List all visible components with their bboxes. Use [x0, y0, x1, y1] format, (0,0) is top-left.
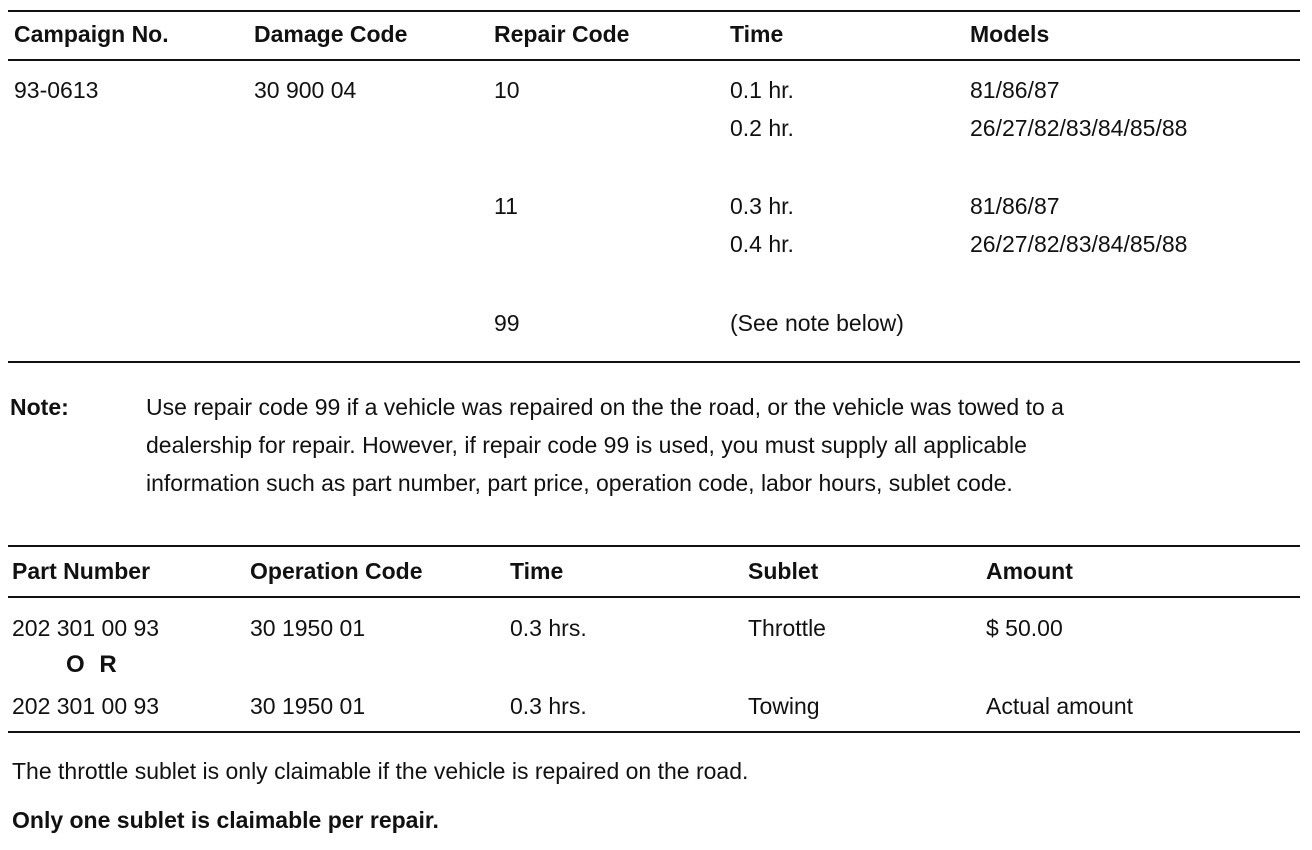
models-value: 26/27/82/83/84/85/88	[970, 115, 1188, 141]
time-value: 0.2 hr.	[730, 115, 794, 141]
note-line: information such as part number, part price, operation code, labor hours, sublet code.	[146, 470, 1013, 496]
time-value: 0.1 hr.	[730, 77, 794, 103]
time-value: (See note below)	[730, 310, 904, 336]
time-value: 0.4 hr.	[730, 231, 794, 257]
table1-header-time: Time	[730, 21, 784, 47]
table2-header-sublet: Sublet	[748, 558, 819, 584]
table2-header-operation-code: Operation Code	[250, 558, 423, 584]
table2-bottom-rule	[8, 731, 1300, 733]
repair-code: 99	[494, 310, 520, 336]
models-value: 26/27/82/83/84/85/88	[970, 231, 1188, 257]
table2-header-rule	[8, 596, 1300, 598]
campaign-number: 93-0613	[14, 77, 99, 103]
note-text	[146, 388, 1296, 502]
table1-bottom-rule	[8, 361, 1300, 363]
part-number: 202 301 00 93	[12, 615, 160, 641]
table1-header-rule	[8, 59, 1300, 61]
note-line: dealership for repair. However, if repair code 99 is used, you must supply all applicable	[146, 432, 1027, 458]
time-value: 0.3 hr.	[730, 193, 794, 219]
table1-header-campaign: Campaign No.	[14, 21, 169, 47]
table1-top-rule	[8, 10, 1300, 12]
operation-code: 30 1950 01	[250, 693, 366, 719]
table1-header-repair-code: Repair Code	[494, 21, 630, 47]
time-value: 0.3 hrs.	[510, 615, 587, 641]
part-number: 202 301 00 93	[12, 693, 160, 719]
models-value: 81/86/87	[970, 77, 1060, 103]
damage-code: 30 900 04	[254, 77, 357, 103]
table2-header-amount: Amount	[986, 558, 1073, 584]
table2-header-part-number: Part Number	[12, 558, 151, 584]
repair-code: 10	[494, 77, 520, 103]
sublet-value: Towing	[748, 693, 820, 719]
table1-header-models: Models	[970, 21, 1050, 47]
operation-code: 30 1950 01	[250, 615, 366, 641]
table1-header-damage-code: Damage Code	[254, 21, 408, 47]
note-label: Note:	[10, 394, 69, 420]
time-value: 0.3 hrs.	[510, 693, 587, 719]
table2-top-rule	[8, 545, 1300, 547]
sublet-value: Throttle	[748, 615, 826, 641]
table2-header-time: Time	[510, 558, 564, 584]
note-line: Use repair code 99 if a vehicle was repaired on the the road, or the vehicle was towed to a	[146, 394, 1064, 420]
one-sublet-note: Only one sublet is claimable per repair.	[12, 807, 439, 833]
throttle-sublet-note: The throttle sublet is only claimable if the vehicle is repaired on the road.	[12, 758, 749, 784]
or-separator: O R	[66, 651, 121, 678]
repair-code: 11	[494, 193, 518, 219]
amount-value: Actual amount	[986, 693, 1134, 719]
models-value: 81/86/87	[970, 193, 1060, 219]
amount-value: $ 50.00	[986, 615, 1063, 641]
